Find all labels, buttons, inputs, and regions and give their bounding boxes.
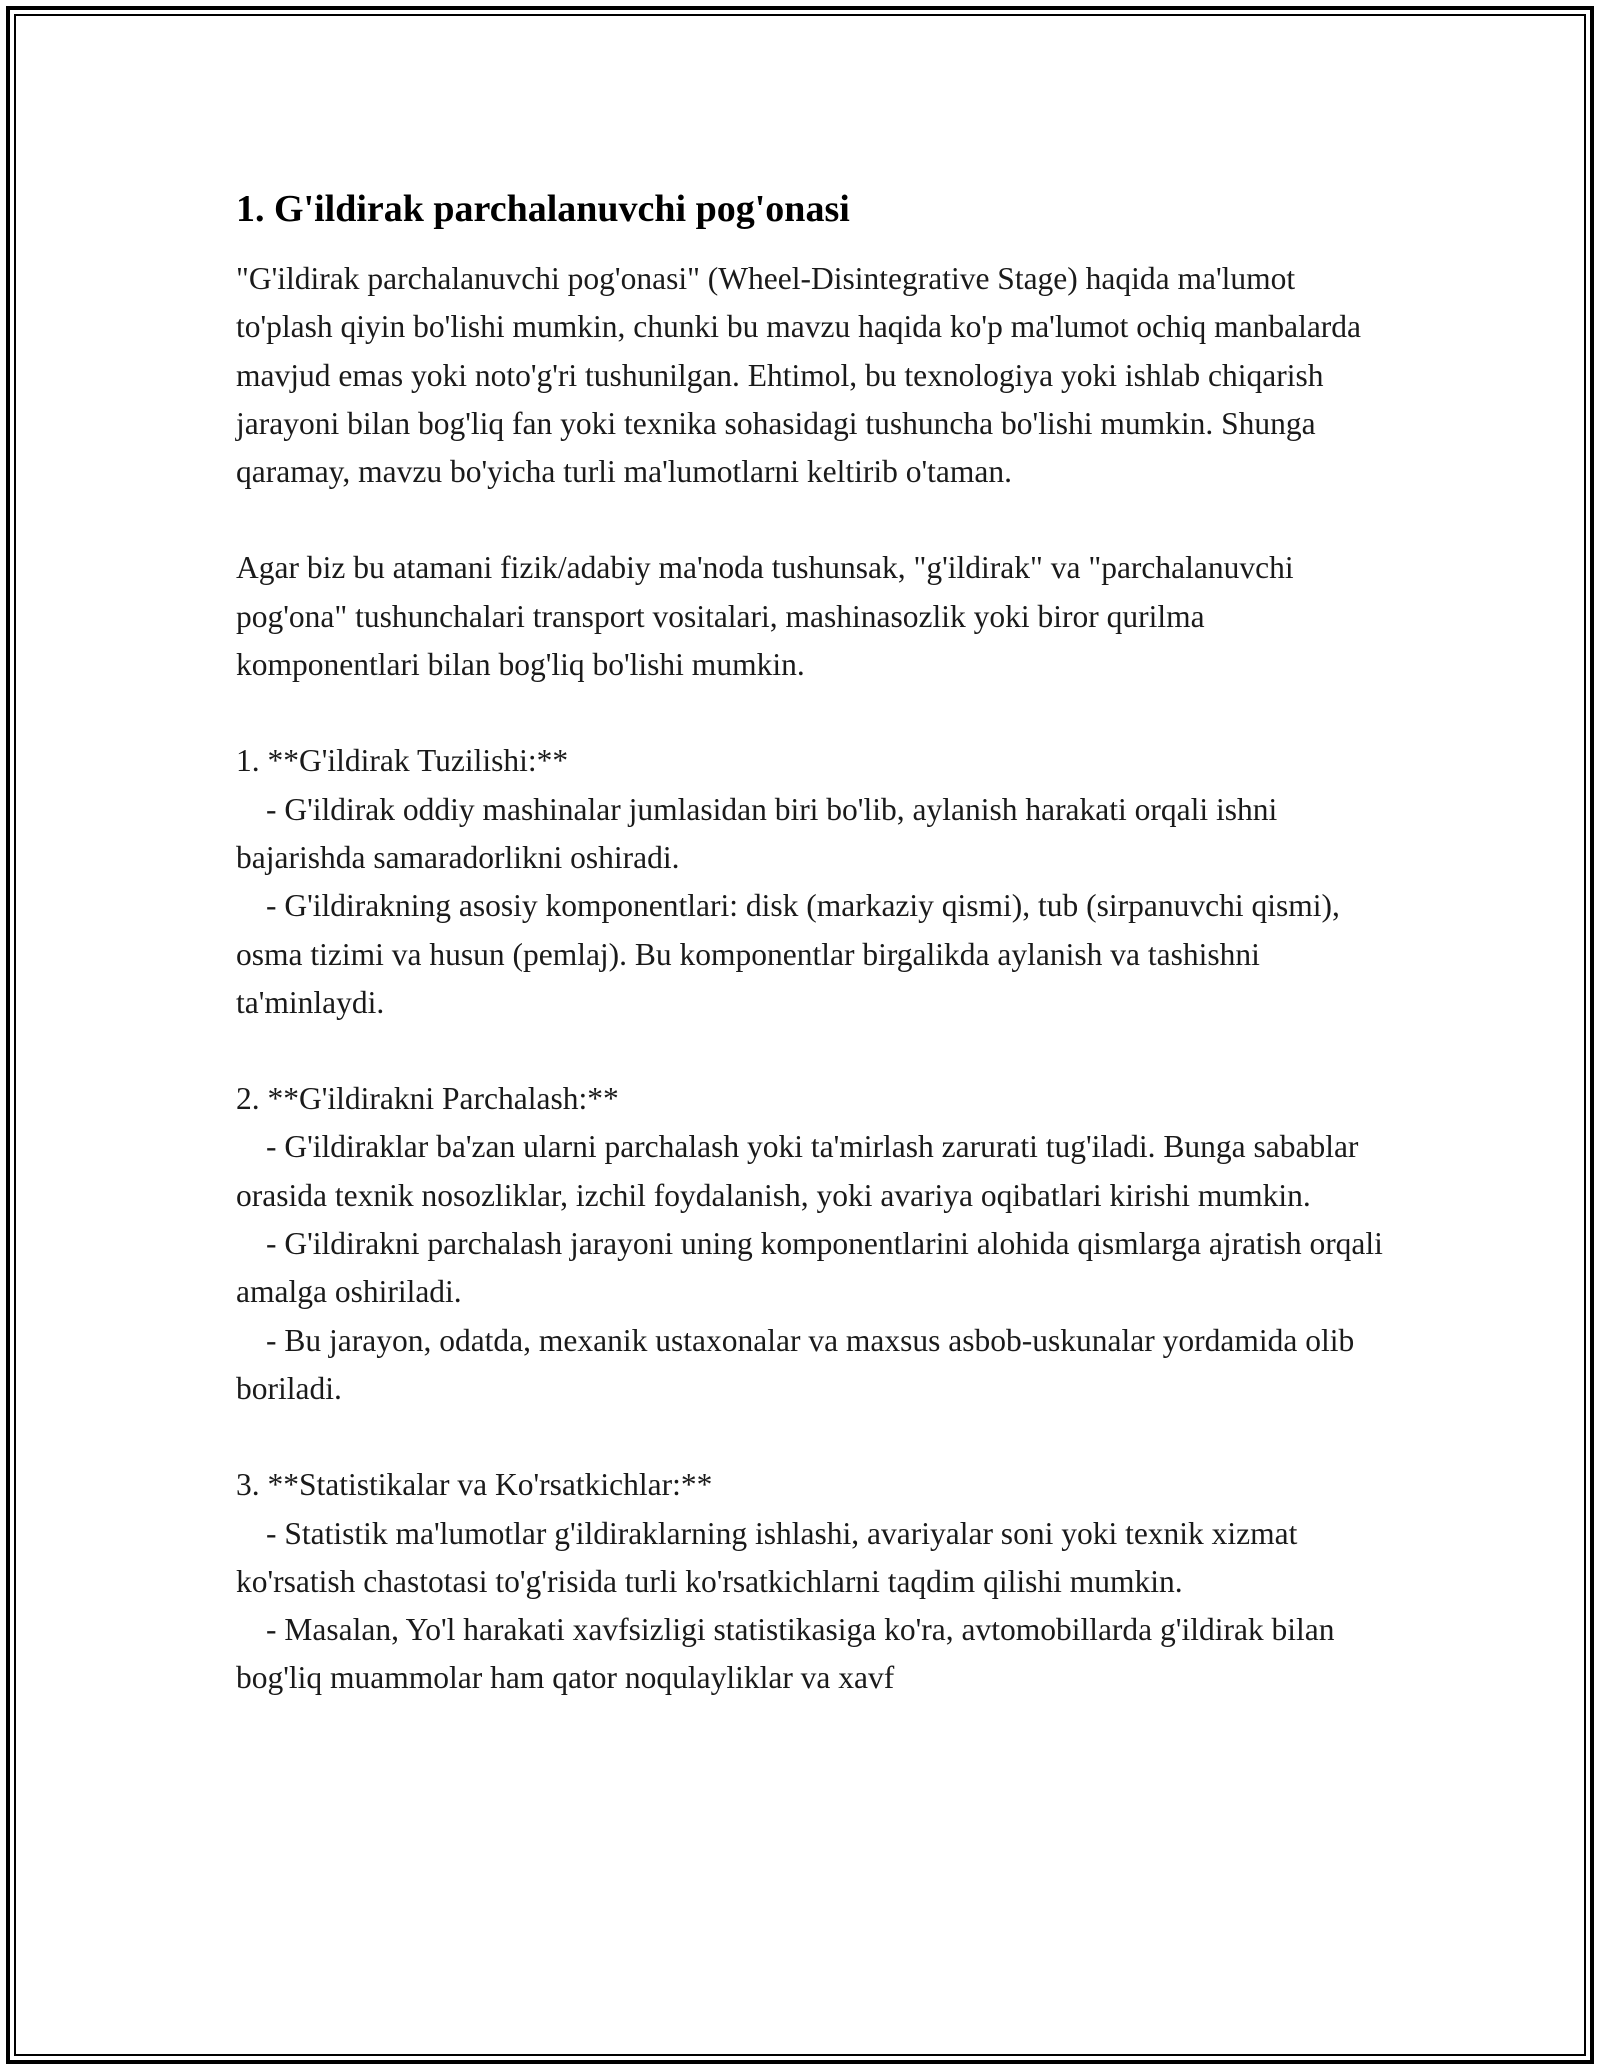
list-item-text: - Masalan, Yo'l harakati xavfsizligi statistikasiga ko'ra, avtomobillarda g'ildirak bilan bog'liq muammolar ham qator noqulayliklar va xavf xyxy=(236,1612,1335,1696)
list-item-text: - Bu jarayon, odatda, mexanik ustaxonalar va maxsus asbob-uskunalar yordamida olib boriladi. xyxy=(236,1322,1355,1406)
document-body xyxy=(236,185,1386,1751)
document-title: 1. G'ildirak parchalanuvchi pog'onasi xyxy=(236,188,850,230)
list-item xyxy=(236,1317,1386,1414)
section-heading: 1. **G'ildirak Tuzilishi:** xyxy=(236,743,569,779)
list-item xyxy=(236,882,1386,1027)
list-item-text: - G'ildirakni parchalash jarayoni uning komponentlarini alohida qismlarga ajratish orqali amalga oshiriladi. xyxy=(236,1226,1383,1310)
section-statistics xyxy=(236,1461,1386,1702)
list-item-text: - G'ildiraklar ba'zan ularni parchalash yoki ta'mirlash zarurati tug'iladi. Bunga sabablar orasida texnik nosozliklar, izchil foydalanish, yoki avariya oqibatlari kirishi mumkin. xyxy=(236,1129,1359,1213)
section-heading: 2. **G'ildirakni Parchalash:** xyxy=(236,1081,619,1117)
context-paragraph: Agar biz bu atamani fizik/adabiy ma'noda tushunsak, "g'ildirak" va "parchalanuvchi pog'ona" tushunchalari transport vositalari, mashinasozlik yoki biror qurilma komponentlari bilan bog'liq bo'lishi mumkin. xyxy=(236,550,1294,683)
list-item xyxy=(236,1123,1386,1220)
section-heading: 3. **Statistikalar va Ko'rsatkichlar:** xyxy=(236,1467,713,1503)
list-item-text: - G'ildirakning asosiy komponentlari: disk (markaziy qismi), tub (sirpanuvchi qismi), osma tizimi va husun (pemlaj). Bu komponentlar birgalikda aylanish va tashishni ta'minlaydi. xyxy=(236,888,1340,1020)
intro-paragraph: "G'ildirak parchalanuvchi pog'onasi" (Wheel-Disintegrative Stage) haqida ma'lumot to'plash qiyin bo'lishi mumkin, chunki bu mavzu haqida ko'p ma'lumot ochiq manbalarda mavjud emas yoki noto'g'ri tushunilgan. Ehtimol, bu texnologiya yoki ishlab chiqarish jarayoni bilan bog'liq fan yoki texnika sohasidagi tushuncha bo'lishi mumkin. Shunga qaramay, mavzu bo'yicha turli ma'lumotlarni keltirib o'taman. xyxy=(236,261,1362,490)
list-item-text: - G'ildirak oddiy mashinalar jumlasidan biri bo'lib, aylanish harakati orqali ishni bajarishda samaradorlikni oshiradi. xyxy=(236,791,1278,875)
list-item xyxy=(236,1220,1386,1317)
section-wheel-structure xyxy=(236,737,1386,1027)
list-item xyxy=(236,786,1386,883)
list-item xyxy=(236,1510,1386,1607)
list-item-text: - Statistik ma'lumotlar g'ildiraklarning ishlashi, avariyalar soni yoki texnik xizmat ko'rsatish chastotasi to'g'risida turli ko'rsatkichlarni taqdim qilishi mumkin. xyxy=(236,1515,1298,1599)
section-wheel-disassembly xyxy=(236,1075,1386,1413)
list-item xyxy=(236,1606,1386,1703)
